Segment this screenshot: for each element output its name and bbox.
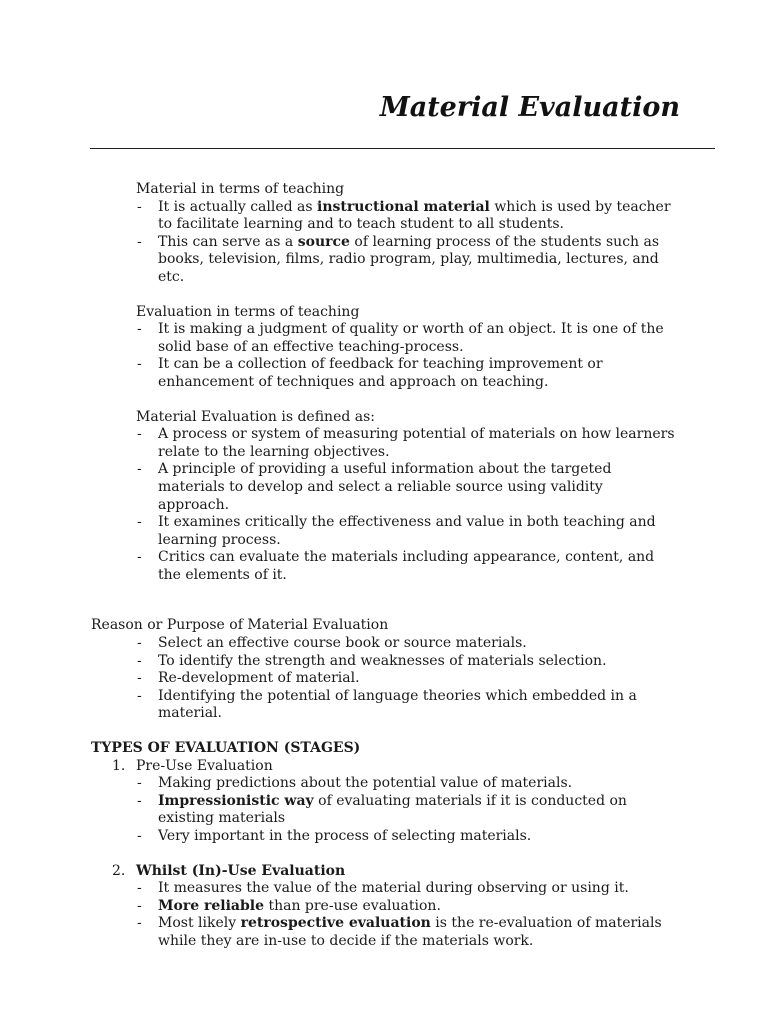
section-evaluation <box>0 304 768 392</box>
section-heading: Reason or Purpose of Material Evaluation <box>91 617 389 634</box>
dash-bullet: - <box>137 514 142 531</box>
item-text: Most likely <box>158 915 241 932</box>
item-bold: retrospective evaluation <box>240 915 431 932</box>
item-text: than pre-use evaluation. <box>264 897 441 914</box>
list-item <box>0 461 678 514</box>
dash-bullet: - <box>137 792 142 809</box>
types-heading: TYPES OF EVALUATION (STAGES) <box>91 740 361 757</box>
item-bold: source <box>297 233 350 250</box>
section-heading: Material in terms of teaching <box>136 181 345 197</box>
bullet-list <box>0 321 768 391</box>
numbered-heading <box>0 758 768 776</box>
item-text: Re-development of material. <box>158 670 360 687</box>
item-text: is the re-evaluation of materials while they are in-use to decide if the materials work. <box>158 915 662 949</box>
subheading: Pre-Use Evaluation <box>136 757 273 774</box>
item-text: It measures the value of the material during observing or using it. <box>158 880 629 897</box>
dash-bullet: - <box>137 652 142 669</box>
item-text: Identifying the potential of language theories which embedded in a material. <box>158 687 637 722</box>
list-item <box>0 880 678 898</box>
bullet-list <box>0 426 768 584</box>
bullet-list <box>0 635 768 723</box>
item-text: of learning process of the students such as books, television, films, radio program, play, multimedia, lectures, and etc. <box>158 233 660 285</box>
list-item <box>0 321 678 356</box>
item-bold: More reliable <box>158 897 264 914</box>
list-item <box>0 898 678 916</box>
dash-bullet: - <box>137 198 142 215</box>
section-heading: Evaluation in terms of teaching <box>136 303 360 320</box>
dash-bullet: - <box>137 880 142 897</box>
list-item <box>0 653 678 671</box>
title-divider <box>90 148 715 149</box>
list-item <box>0 234 678 287</box>
list-item <box>0 635 678 653</box>
item-text: which is used by teacher to facilitate learning and to teach student to all students. <box>158 198 671 233</box>
dash-bullet: - <box>137 687 142 704</box>
numbered-heading <box>0 863 768 881</box>
item-text: It examines critically the effectiveness and value in both teaching and learning process. <box>158 514 656 548</box>
list-item <box>0 199 678 234</box>
section-heading <box>0 740 768 758</box>
item-text: It is making a judgment of quality or worth of an object. It is one of the solid base of an effective teaching-process. <box>158 321 664 355</box>
item-bold: instructional material <box>317 198 490 215</box>
dash-bullet: - <box>137 321 142 338</box>
dash-bullet: - <box>137 915 142 932</box>
item-text: This can serve as a <box>158 233 298 250</box>
list-item <box>0 670 678 688</box>
document-body <box>0 181 768 951</box>
item-text: of evaluating materials if it is conducted on existing materials <box>158 792 627 827</box>
list-item <box>0 828 678 846</box>
list-number: 2. <box>112 862 126 879</box>
item-text: It can be a collection of feedback for teaching improvement or enhancement of techniques and approach on teaching. <box>158 356 603 390</box>
dash-bullet: - <box>137 426 142 443</box>
bullet-list <box>0 199 768 287</box>
section-reason <box>0 617 768 723</box>
dash-bullet: - <box>137 635 142 652</box>
list-item <box>0 514 678 549</box>
dash-bullet: - <box>137 775 142 792</box>
dash-bullet: - <box>137 461 142 478</box>
list-item <box>0 688 678 723</box>
item-bold: Impressionistic way <box>158 792 314 809</box>
list-item <box>0 793 678 828</box>
bullet-list <box>0 775 768 845</box>
list-item <box>0 356 678 391</box>
page-title: Material Evaluation <box>379 92 680 123</box>
dash-bullet: - <box>137 828 142 844</box>
item-text: To identify the strength and weaknesses of materials selection. <box>158 652 607 669</box>
item-text: Making predictions about the potential value of materials. <box>158 775 573 792</box>
item-text: It is actually called as <box>158 198 318 215</box>
section-types <box>0 740 768 951</box>
item-text: Critics can evaluate the materials including appearance, content, and the elements of it. <box>158 549 655 583</box>
dash-bullet: - <box>137 670 142 687</box>
bullet-list <box>0 880 768 950</box>
item-text: A principle of providing a useful information about the targeted materials to develop and select a reliable source using validity approach. <box>158 461 612 513</box>
item-text: Very important in the process of selecting materials. <box>158 828 532 844</box>
dash-bullet: - <box>137 356 142 373</box>
dash-bullet: - <box>137 549 142 566</box>
section-heading: Material Evaluation is defined as: <box>136 408 376 425</box>
list-item <box>0 549 678 584</box>
list-item <box>0 426 678 461</box>
list-item <box>0 775 678 793</box>
item-text: A process or system of measuring potential of materials on how learners relate to the learning objectives. <box>158 426 675 460</box>
subheading: Whilst (In)-Use Evaluation <box>136 862 346 879</box>
list-item <box>0 915 678 950</box>
item-text: Select an effective course book or source materials. <box>158 635 527 652</box>
section-material <box>0 181 768 287</box>
list-number: 1. <box>112 757 126 774</box>
section-defined <box>0 409 768 585</box>
dash-bullet: - <box>137 897 142 914</box>
dash-bullet: - <box>137 233 142 250</box>
